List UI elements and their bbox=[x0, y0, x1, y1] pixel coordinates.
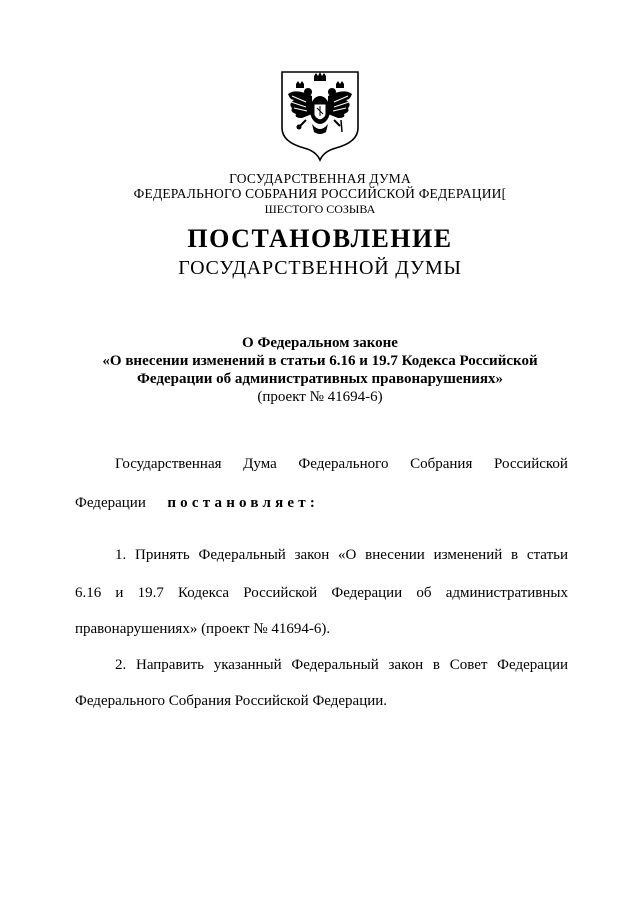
item-word: административных bbox=[445, 585, 568, 601]
header-line-convocation: ШЕСТОГО СОЗЫВА bbox=[264, 202, 376, 216]
item-word: Принять bbox=[135, 547, 190, 563]
document-title: ПОСТАНОВЛЕНИЕ bbox=[187, 224, 453, 253]
item-1-line-3: правонарушениях» (проект № 41694-6). bbox=[75, 621, 331, 637]
resolves-verb: постановляет: bbox=[167, 495, 320, 511]
preamble-word: Федерации bbox=[75, 495, 146, 511]
item-word: внесении bbox=[365, 547, 425, 563]
preamble-line-1 bbox=[115, 455, 568, 473]
subject-line-2: «О внесении изменений в статьи 6.16 и 19.7 Кодекса Российской bbox=[102, 353, 538, 369]
item-word: указанный bbox=[213, 657, 282, 673]
coat-of-arms-icon bbox=[276, 70, 364, 162]
item-1-line-1 bbox=[115, 546, 568, 564]
document-subtitle: ГОСУДАРСТВЕННОЙ ДУМЫ bbox=[178, 257, 462, 279]
preamble-word: Собрания bbox=[410, 456, 473, 472]
subject-line-1: О Федеральном законе bbox=[242, 335, 398, 351]
preamble-word: Государственная bbox=[115, 456, 222, 472]
item-word: 2. bbox=[115, 657, 127, 673]
item-word: Российской bbox=[243, 585, 318, 601]
item-word: изменений bbox=[433, 547, 503, 563]
item-word: в bbox=[511, 547, 519, 563]
item-word: 19.7 bbox=[137, 585, 164, 601]
preamble-word: Российской bbox=[494, 456, 568, 472]
item-word: 1. bbox=[115, 547, 127, 563]
item-word: об bbox=[416, 585, 432, 601]
project-number: (проект № 41694-6) bbox=[257, 389, 383, 405]
item-2-line-1 bbox=[115, 656, 568, 674]
item-word: «О bbox=[338, 547, 357, 563]
subject-line-3: Федерации об административных правонарушениях» bbox=[137, 371, 503, 387]
item-word: Федеральный bbox=[198, 547, 286, 563]
item-word: Кодекса bbox=[178, 585, 230, 601]
item-word: Совет bbox=[449, 657, 488, 673]
header-line-federal-assembly: ФЕДЕРАЛЬНОГО СОБРАНИЯ РОССИЙСКОЙ ФЕДЕРАЦИИ[ bbox=[133, 186, 507, 201]
preamble-word: Дума bbox=[243, 456, 277, 472]
preamble-word: Федерального bbox=[298, 456, 389, 472]
item-word: и bbox=[115, 585, 124, 601]
item-word: 6.16 bbox=[75, 585, 102, 601]
header-line-duma: ГОСУДАРСТВЕННАЯ ДУМА bbox=[229, 171, 411, 186]
item-word: Направить bbox=[135, 657, 204, 673]
item-word: статьи bbox=[526, 547, 568, 563]
item-word: закон bbox=[294, 547, 330, 563]
item-word: Федеральный bbox=[291, 657, 379, 673]
item-word: закон bbox=[388, 657, 424, 673]
preamble-line-2 bbox=[75, 494, 568, 512]
item-word: Федерации bbox=[331, 585, 403, 601]
item-word: в bbox=[432, 657, 440, 673]
item-2-line-2: Федерального Собрания Российской Федерации. bbox=[75, 693, 388, 709]
item-1-line-2 bbox=[75, 584, 568, 602]
item-word: Федерации bbox=[497, 657, 568, 673]
